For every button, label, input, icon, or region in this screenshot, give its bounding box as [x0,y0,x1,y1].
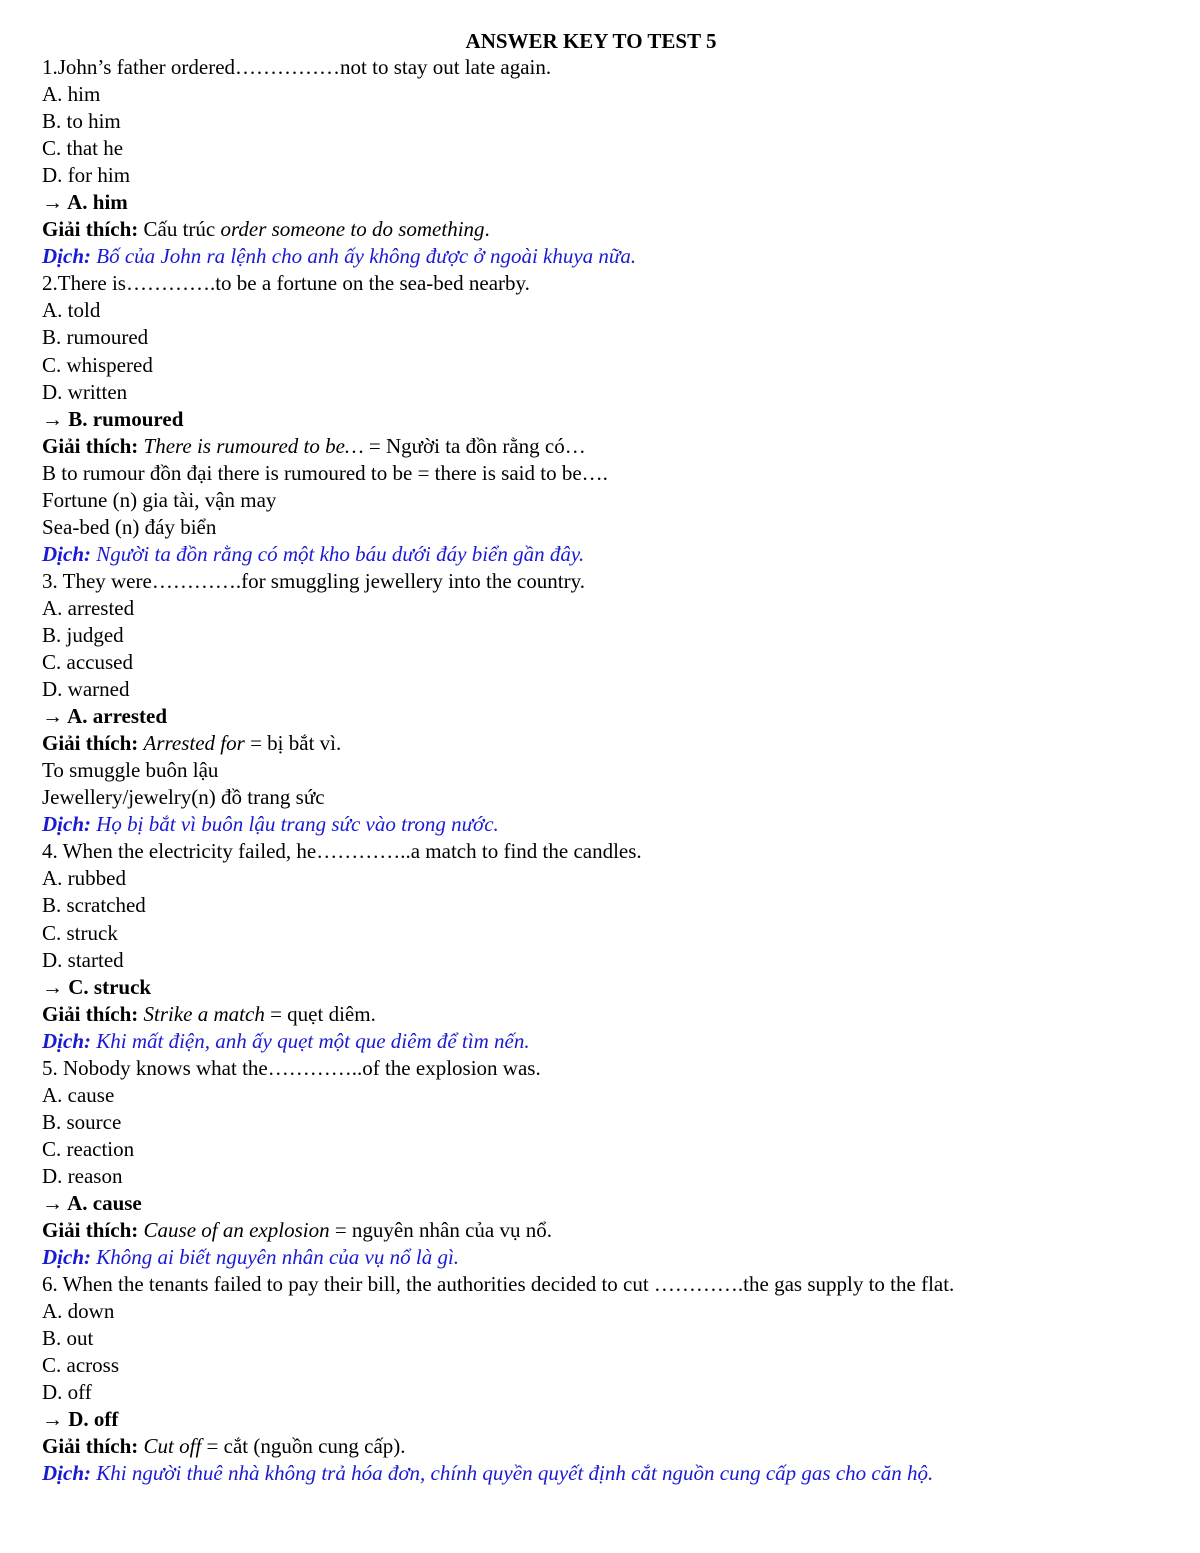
question-6-option-a: A. down [42,1299,115,1324]
question-4-stem: 4. When the electricity failed, he…………..a match to find the candles. [42,839,642,864]
question-5-option-d: D. reason [42,1163,123,1188]
arrow-icon: → [42,1407,63,1432]
question-6-option-d: D. off [42,1380,92,1405]
question-5-option-c: C. reaction [42,1136,135,1161]
question-3-note: To smuggle buôn lậu [42,758,219,783]
explain-label: Giải thích: [42,217,139,242]
question-1-answer: → A. him [42,190,128,215]
arrow-icon: → [42,406,63,431]
explain-label: Giải thích: [42,1218,139,1243]
question-1-option-c: C. that he [42,136,124,161]
arrow-icon: → [42,704,63,729]
question-2-answer: → B. rumoured [42,406,184,431]
question-2-note: Sea-bed (n) đáy biển [42,514,217,539]
question-3-explanation: Giải thích: Arrested for = bị bắt vì. [42,731,342,756]
question-4-option-b: B. scratched [42,893,146,918]
explain-label: Giải thích: [42,433,139,458]
question-2-stem: 2.There is………….to be a fortune on the sea-bed nearby. [42,271,530,296]
question-2-option-b: B. rumoured [42,325,149,350]
arrow-icon: → [42,1190,63,1215]
question-6-option-b: B. out [42,1326,94,1351]
question-4-option-d: D. started [42,947,124,972]
question-5-option-a: A. cause [42,1082,115,1107]
question-5-stem: 5. Nobody knows what the…………..of the explosion was. [42,1055,541,1080]
question-3-option-a: A. arrested [42,595,135,620]
translate-label: Dịch: [42,1245,91,1270]
question-4-option-a: A. rubbed [42,866,126,891]
question-6-option-c: C. across [42,1353,119,1378]
question-6-stem: 6. When the tenants failed to pay their bill, the authorities decided to cut ………….the gas supply to the flat. [42,1272,955,1297]
answer-key-page [42,28,1162,1487]
question-3-translation: Dịch: Họ bị bắt vì buôn lậu trang sức vào trong nước. [42,812,499,837]
question-2-translation: Dịch: Người ta đồn rằng có một kho báu dưới đáy biển gần đây. [42,541,585,566]
question-1-stem: 1.John’s father ordered……………not to stay out late again. [42,55,552,79]
question-4-translation: Dịch: Khi mất điện, anh ấy quẹt một que diêm để tìm nến. [42,1028,530,1053]
question-3-note: Jewellery/jewelry(n) đồ trang sức [42,785,325,810]
question-1-option-d: D. for him [42,163,131,188]
translate-label: Dịch: [42,244,91,269]
translate-label: Dịch: [42,541,91,566]
question-5-answer: → A. cause [42,1190,142,1215]
question-3-option-c: C. accused [42,650,133,675]
question-3-stem: 3. They were………….for smuggling jewellery into the country. [42,568,585,593]
question-1-option-b: B. to him [42,109,121,134]
question-6-translation: Dịch: Khi người thuê nhà không trả hóa đơn, chính quyền quyết định cắt nguồn cung cấp gas cho căn hộ. [42,1461,934,1486]
question-5-explanation: Giải thích: Cause of an explosion = nguyên nhân của vụ nổ. [42,1218,552,1243]
question-4-explanation: Giải thích: Strike a match = quẹt diêm. [42,1001,376,1026]
arrow-icon: → [42,190,63,215]
question-3-option-d: D. warned [42,677,130,702]
question-4-answer: → C. struck [42,974,152,999]
question-5-translation: Dịch: Không ai biết nguyên nhân của vụ nổ là gì. [42,1245,460,1270]
question-2-note: B to rumour đồn đại there is rumoured to be = there is said to be…. [42,460,608,485]
question-3-option-b: B. judged [42,622,124,647]
explain-label: Giải thích: [42,1001,139,1026]
translate-label: Dịch: [42,1461,91,1486]
explain-label: Giải thích: [42,1434,139,1459]
question-2-explanation: Giải thích: There is rumoured to be… = Người ta đồn rằng có… [42,433,586,458]
question-1-translation: Dịch: Bố của John ra lệnh cho anh ấy không được ở ngoài khuya nữa. [42,244,637,269]
question-6-answer: → D. off [42,1407,119,1432]
arrow-icon: → [42,974,63,999]
question-3-answer: → A. arrested [42,704,168,729]
translate-label: Dịch: [42,812,91,837]
page-title: ANSWER KEY TO TEST 5 [465,29,717,53]
question-1-option-a: A. him [42,82,101,107]
question-4-option-c: C. struck [42,920,118,945]
question-2-option-c: C. whispered [42,352,153,377]
question-1-explanation: Giải thích: Cấu trúc order someone to do something. [42,217,490,242]
explain-label: Giải thích: [42,731,139,756]
question-2-note: Fortune (n) gia tài, vận may [42,487,277,512]
question-2-option-a: A. told [42,298,101,323]
translate-label: Dịch: [42,1028,91,1053]
question-2-option-d: D. written [42,379,128,404]
question-6-explanation: Giải thích: Cut off = cắt (nguồn cung cấp). [42,1434,406,1459]
question-5-option-b: B. source [42,1109,122,1134]
